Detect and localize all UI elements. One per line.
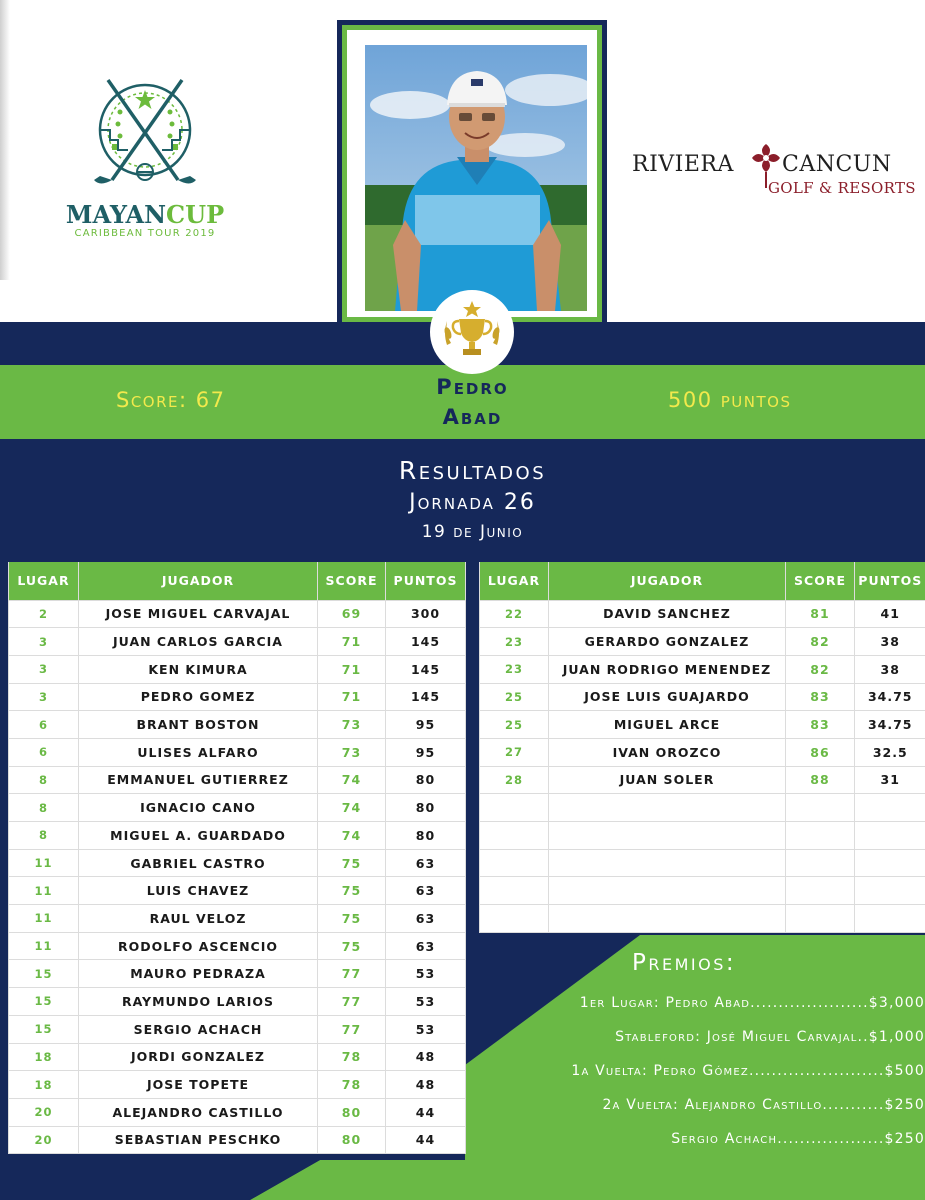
score-cell: 77 xyxy=(318,1015,386,1043)
header-score: SCORE xyxy=(786,562,855,600)
riviera-cancun-logo xyxy=(632,132,922,202)
score-cell: 73 xyxy=(318,738,386,766)
player-cell: PEDRO GOMEZ xyxy=(79,683,318,711)
table-row xyxy=(9,877,466,905)
empty-cell xyxy=(786,849,855,877)
table-row xyxy=(9,738,466,766)
player-cell: EMMANUEL GUTIERREZ xyxy=(79,766,318,794)
place-cell: 18 xyxy=(9,1071,79,1099)
place-cell: 28 xyxy=(480,766,549,794)
score-cell: 75 xyxy=(318,932,386,960)
place-cell: 8 xyxy=(9,766,79,794)
player-cell: JOSE TOPETE xyxy=(79,1071,318,1099)
winner-photo-frame xyxy=(337,20,607,322)
table-row xyxy=(480,628,925,656)
empty-cell xyxy=(549,877,786,905)
points-cell: 41 xyxy=(855,600,925,628)
score-cell: 75 xyxy=(318,905,386,933)
table-row xyxy=(480,655,925,683)
score-cell: 74 xyxy=(318,794,386,822)
place-cell: 23 xyxy=(480,628,549,656)
points-cell: 53 xyxy=(386,1015,466,1043)
empty-cell xyxy=(480,822,549,850)
points-cell: 145 xyxy=(386,683,466,711)
empty-cell xyxy=(549,849,786,877)
table-row xyxy=(9,628,466,656)
player-cell: RAUL VELOZ xyxy=(79,905,318,933)
score-cell: 77 xyxy=(318,988,386,1016)
winner-name: Pedro Abad xyxy=(436,375,509,429)
score-cell: 71 xyxy=(318,655,386,683)
points-cell: 44 xyxy=(386,1126,466,1154)
place-cell: 2 xyxy=(9,600,79,628)
prize-line: Sergio Achach...................$250 xyxy=(671,1131,925,1147)
player-cell: GERARDO GONZALEZ xyxy=(549,628,786,656)
points-cell: 63 xyxy=(386,905,466,933)
header xyxy=(0,0,925,322)
cancun-text: CANCUN xyxy=(782,152,892,177)
player-cell: JUAN RODRIGO MENENDEZ xyxy=(549,655,786,683)
results-date: 19 de Junio xyxy=(421,522,524,542)
place-cell: 3 xyxy=(9,655,79,683)
score-cell: 81 xyxy=(786,600,855,628)
player-cell: JORDI GONZALEZ xyxy=(79,1043,318,1071)
header-points: PUNTOS xyxy=(386,562,466,600)
place-cell: 15 xyxy=(9,988,79,1016)
player-cell: GABRIEL CASTRO xyxy=(79,849,318,877)
table-row xyxy=(9,683,466,711)
table-row xyxy=(480,683,925,711)
table-row xyxy=(9,988,466,1016)
score-cell: 73 xyxy=(318,711,386,739)
place-cell: 3 xyxy=(9,628,79,656)
place-cell: 22 xyxy=(480,600,549,628)
points-cell: 48 xyxy=(386,1043,466,1071)
place-cell: 15 xyxy=(9,960,79,988)
score-cell: 74 xyxy=(318,766,386,794)
header-place: LUGAR xyxy=(9,562,79,600)
points-cell: 31 xyxy=(855,766,925,794)
place-cell: 11 xyxy=(9,932,79,960)
points-cell: 63 xyxy=(386,932,466,960)
points-cell: 34.75 xyxy=(855,711,925,739)
header-player: JUGADOR xyxy=(549,562,786,600)
player-cell: JOSE LUIS GUAJARDO xyxy=(549,683,786,711)
player-cell: ULISES ALFARO xyxy=(79,738,318,766)
empty-cell xyxy=(855,849,925,877)
score-cell: 75 xyxy=(318,877,386,905)
score-cell: 71 xyxy=(318,628,386,656)
table-row xyxy=(9,932,466,960)
points-cell: 38 xyxy=(855,655,925,683)
empty-table-row xyxy=(480,794,925,822)
points-cell: 63 xyxy=(386,849,466,877)
points-cell: 80 xyxy=(386,794,466,822)
empty-cell xyxy=(549,822,786,850)
player-cell: RAYMUNDO LARIOS xyxy=(79,988,318,1016)
place-cell: 15 xyxy=(9,1015,79,1043)
place-cell: 8 xyxy=(9,794,79,822)
points-cell: 300 xyxy=(386,600,466,628)
table-row xyxy=(9,655,466,683)
player-cell: LUIS CHAVEZ xyxy=(79,877,318,905)
player-cell: SERGIO ACHACH xyxy=(79,1015,318,1043)
results-table-left xyxy=(8,562,466,1154)
points-cell: 95 xyxy=(386,711,466,739)
empty-cell xyxy=(786,794,855,822)
prize-line: 1er Lugar: Pedro Abad.....................$3,000 xyxy=(579,995,925,1011)
results-jornada: Jornada 26 xyxy=(409,490,536,515)
score-cell: 86 xyxy=(786,738,855,766)
winner-photo xyxy=(365,45,587,311)
player-cell: DAVID SANCHEZ xyxy=(549,600,786,628)
table-row xyxy=(9,960,466,988)
table-row xyxy=(9,1043,466,1071)
header-player: JUGADOR xyxy=(79,562,318,600)
empty-cell xyxy=(786,877,855,905)
empty-cell xyxy=(480,877,549,905)
points-cell: 53 xyxy=(386,960,466,988)
score-cell: 83 xyxy=(786,683,855,711)
place-cell: 6 xyxy=(9,711,79,739)
points-cell: 34.75 xyxy=(855,683,925,711)
place-cell: 27 xyxy=(480,738,549,766)
score-cell: 80 xyxy=(318,1098,386,1126)
winner-points: 500 puntos xyxy=(668,388,792,412)
empty-cell xyxy=(786,905,855,933)
empty-cell xyxy=(855,794,925,822)
player-cell: KEN KIMURA xyxy=(79,655,318,683)
empty-cell xyxy=(480,794,549,822)
trophy-badge xyxy=(430,290,514,374)
place-cell: 20 xyxy=(9,1098,79,1126)
score-cell: 80 xyxy=(318,1126,386,1154)
empty-table-row xyxy=(480,905,925,933)
empty-cell xyxy=(549,905,786,933)
header-score: SCORE xyxy=(318,562,386,600)
player-cell: IGNACIO CANO xyxy=(79,794,318,822)
table-row xyxy=(9,600,466,628)
prize-line: 1a Vuelta: Pedro Gómez........................$500 xyxy=(571,1063,925,1079)
place-cell: 11 xyxy=(9,877,79,905)
empty-cell xyxy=(480,849,549,877)
place-cell: 23 xyxy=(480,655,549,683)
place-cell: 20 xyxy=(9,1126,79,1154)
score-cell: 71 xyxy=(318,683,386,711)
player-cell: JUAN CARLOS GARCIA xyxy=(79,628,318,656)
prize-line: 2a Vuelta: Alejandro Castillo...........$250 xyxy=(602,1097,925,1113)
results-table-right xyxy=(479,562,925,933)
place-cell: 18 xyxy=(9,1043,79,1071)
points-cell: 38 xyxy=(855,628,925,656)
table-row xyxy=(9,711,466,739)
points-cell: 80 xyxy=(386,822,466,850)
score-cell: 74 xyxy=(318,822,386,850)
golf-resorts-text: GOLF & RESORTS xyxy=(768,179,916,197)
player-cell: JOSE MIGUEL CARVAJAL xyxy=(79,600,318,628)
table-row xyxy=(9,849,466,877)
header-place: LUGAR xyxy=(480,562,549,600)
points-cell: 145 xyxy=(386,655,466,683)
player-cell: RODOLFO ASCENCIO xyxy=(79,932,318,960)
winner-score: Score: 67 xyxy=(116,388,226,412)
place-cell: 6 xyxy=(9,738,79,766)
table-row xyxy=(480,711,925,739)
empty-cell xyxy=(855,877,925,905)
place-cell: 11 xyxy=(9,849,79,877)
score-cell: 75 xyxy=(318,849,386,877)
empty-cell xyxy=(855,905,925,933)
player-cell: MIGUEL ARCE xyxy=(549,711,786,739)
riviera-text: RIVIERA xyxy=(632,152,734,177)
table-row xyxy=(9,1071,466,1099)
place-cell: 3 xyxy=(9,683,79,711)
table-row xyxy=(9,1126,466,1154)
points-cell: 48 xyxy=(386,1071,466,1099)
mayan-cup-title: MAYANCUP xyxy=(65,200,225,229)
place-cell: 25 xyxy=(480,711,549,739)
table-row xyxy=(9,1015,466,1043)
points-cell: 32.5 xyxy=(855,738,925,766)
golf-clubs-emblem-icon xyxy=(90,72,200,197)
table-row xyxy=(480,766,925,794)
place-cell: 8 xyxy=(9,822,79,850)
results-title: Resultados xyxy=(398,456,547,485)
premios-title: Premios: xyxy=(632,950,737,976)
table-row xyxy=(9,905,466,933)
table-row xyxy=(9,794,466,822)
score-cell: 78 xyxy=(318,1043,386,1071)
points-cell: 80 xyxy=(386,766,466,794)
place-cell: 11 xyxy=(9,905,79,933)
score-cell: 69 xyxy=(318,600,386,628)
empty-table-row xyxy=(480,822,925,850)
score-cell: 82 xyxy=(786,655,855,683)
empty-cell xyxy=(786,822,855,850)
player-cell: MAURO PEDRAZA xyxy=(79,960,318,988)
player-cell: ALEJANDRO CASTILLO xyxy=(79,1098,318,1126)
score-cell: 83 xyxy=(786,711,855,739)
prize-line: Stableford: José Miguel Carvajal..$1,000 xyxy=(615,1029,925,1045)
mayan-cup-logo xyxy=(50,72,240,252)
table-row xyxy=(480,738,925,766)
player-cell: IVAN OROZCO xyxy=(549,738,786,766)
edge-shadow xyxy=(0,0,10,280)
player-cell: MIGUEL A. GUARDADO xyxy=(79,822,318,850)
place-cell: 25 xyxy=(480,683,549,711)
score-cell: 77 xyxy=(318,960,386,988)
table-row xyxy=(9,822,466,850)
table-row xyxy=(9,766,466,794)
player-cell: BRANT BOSTON xyxy=(79,711,318,739)
empty-table-row xyxy=(480,849,925,877)
table-header-row xyxy=(9,562,466,600)
trophy-icon xyxy=(433,293,511,371)
table-header-row xyxy=(480,562,925,600)
table-row xyxy=(480,600,925,628)
empty-table-row xyxy=(480,877,925,905)
score-cell: 82 xyxy=(786,628,855,656)
points-cell: 145 xyxy=(386,628,466,656)
points-cell: 63 xyxy=(386,877,466,905)
empty-cell xyxy=(549,794,786,822)
score-cell: 78 xyxy=(318,1071,386,1099)
score-cell: 88 xyxy=(786,766,855,794)
table-row xyxy=(9,1098,466,1126)
header-points: PUNTOS xyxy=(855,562,925,600)
points-cell: 53 xyxy=(386,988,466,1016)
points-cell: 44 xyxy=(386,1098,466,1126)
player-cell: SEBASTIAN PESCHKO xyxy=(79,1126,318,1154)
player-cell: JUAN SOLER xyxy=(549,766,786,794)
empty-cell xyxy=(480,905,549,933)
points-cell: 95 xyxy=(386,738,466,766)
empty-cell xyxy=(855,822,925,850)
mayan-cup-subtitle: CARIBBEAN TOUR 2019 xyxy=(74,228,216,239)
